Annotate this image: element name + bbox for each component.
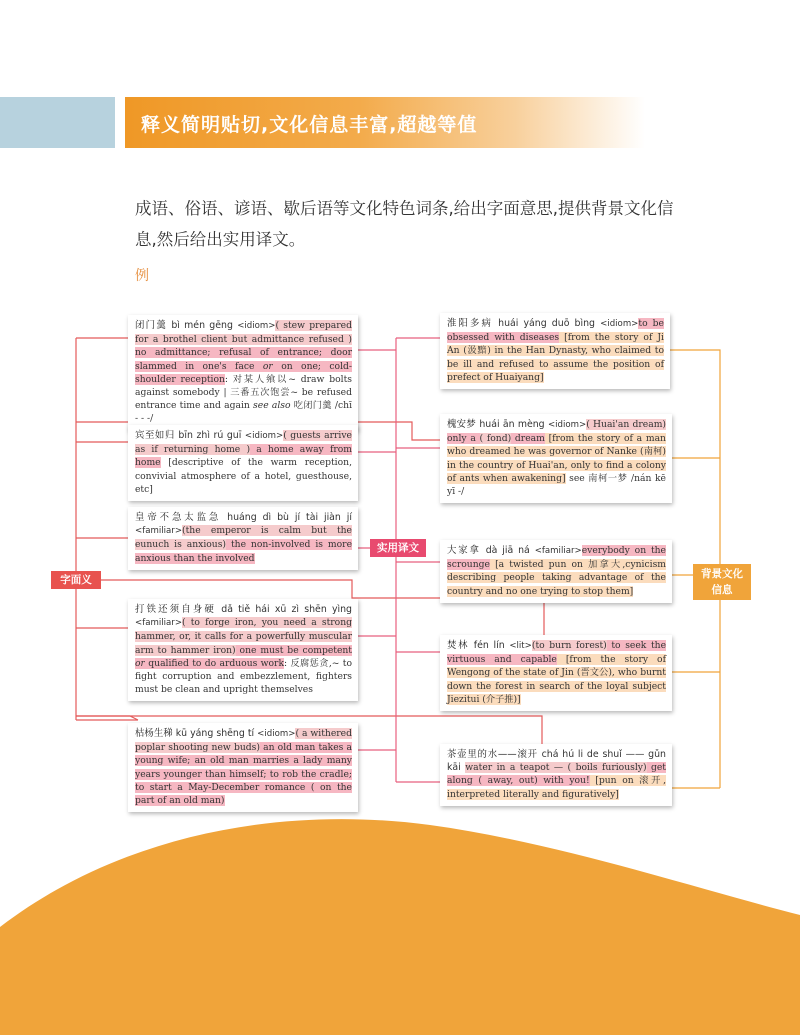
usage-example: see 南柯一梦 /nán kē yī -/ — [447, 472, 666, 498]
literal-meaning: ( fond) — [479, 433, 512, 445]
usage-example: : 对某人飨以~ draw bolts against somebody | 三番五次饱尝~ be refused entrance time and again — [135, 373, 352, 412]
practical-translation: one must be competent — [235, 644, 353, 656]
entry-pinyin: huáng dì bù jí tài jiàn jí — [221, 512, 352, 523]
entry-headword: 淮阳多病 — [447, 318, 494, 329]
entry-pinyin: fén lín — [469, 640, 510, 651]
entry-register-tag: <familiar> — [135, 526, 183, 537]
cultural-info: [pun on 滚开, interpreted literally and figuratively] — [447, 775, 667, 800]
usage-example: see also — [253, 400, 291, 412]
entry-headword: 茶壶里的水——滚开 — [447, 749, 538, 760]
practical-translation: or — [262, 360, 273, 372]
example-label: 例 — [135, 268, 149, 284]
literal-meaning: ( to forge iron, you need a strong hammer, or, it calls for a powerfully muscular arm to hammer iron) — [135, 617, 352, 656]
entry-pinyin: dǎ tiě hái xū zì shēn yìng — [216, 604, 352, 615]
entry-register-tag: <idiom> — [237, 321, 276, 331]
practical-translation: get along ( away, out) with you! — [447, 762, 666, 787]
entry-register-tag: <familiar> — [135, 618, 183, 629]
literal-meaning-label: 字面义 — [51, 571, 101, 589]
entry-register-tag: <idiom> — [547, 420, 587, 430]
cultural-info-label — [693, 564, 751, 600]
usage-example: 吃闭门羹 /chī - - -/ — [135, 400, 353, 425]
entry-headword: 闭门羹 — [135, 320, 168, 331]
entry-headword: 皇帝不急太监急 — [135, 512, 222, 523]
practical-translation: only a — [447, 433, 480, 445]
dictionary-entry — [440, 414, 672, 503]
section-title: 释义简明贴切,文化信息丰富,超越等值 — [141, 114, 478, 136]
entry-headword: 枯杨生稊 — [135, 728, 173, 739]
practical-translation: or — [135, 657, 145, 669]
intro-paragraph: 成语、俗语、谚语、歇后语等文化特色词条,给出字面意思,提供背景文化信息,然后给出实用译文。 — [135, 199, 674, 249]
entry-pinyin: dà jiā ná — [480, 545, 535, 556]
practical-translation: an old man takes a young wife; an old man marries a lady many years younger than himself; to rob the cradle; to start a May-December romance ( on the part of an old man) — [135, 742, 352, 807]
entry-register-tag: <idiom> — [257, 729, 296, 739]
cultural-info-label-line1: 背景文化 — [701, 568, 743, 580]
entry-pinyin: kū yáng shēng tí — [172, 728, 258, 739]
practical-translation: on one; cold-shoulder reception — [135, 360, 353, 385]
literal-meaning: (the emperor is calm but the eunuch is anxious) — [135, 525, 352, 551]
dictionary-entry — [440, 744, 672, 806]
literal-meaning: (to burn forest) — [531, 640, 607, 651]
usage-example: : 反腐惩贪,~ to fight corruption and embezzlement, fighters must be clean and upright themselves — [135, 657, 352, 696]
entry-headword: 打铁还须自身硬 — [135, 604, 217, 615]
practical-translation: qualified to do arduous work — [144, 657, 285, 669]
cultural-info: [from the story of Ji An (汲黯) in the Han Dynasty, who claimed to be ill and refused to assume the position of prefect of Huaiyang] — [447, 332, 664, 383]
dictionary-entry — [440, 635, 672, 711]
practical-translation: a home away from home — [135, 444, 352, 469]
entry-pinyin: huái yáng duō bìng — [493, 318, 601, 329]
entry-pinyin: chá hú li de shuǐ —— gǔn kāi — [447, 749, 666, 774]
cultural-info: [from the story of Wengong of the state of Jin (晋文公), who burnt down the forest in search of the loyal subject Jiezitui (介子推)] — [447, 654, 666, 705]
entry-headword: 宾至如归 — [135, 430, 175, 441]
usage-example: [descriptive of the warm reception, convivial atmosphere of a hotel, guesthouse, etc] — [135, 457, 352, 495]
entry-pinyin: bīn zhì rú guī — [174, 430, 245, 441]
dictionary-entry — [128, 425, 358, 501]
entry-headword: 大家拿 — [447, 545, 481, 556]
entry-pinyin: bì mén gēng — [167, 320, 238, 331]
practical-translation: dream — [511, 433, 545, 445]
entry-headword: 槐安梦 — [447, 419, 477, 430]
dictionary-entry — [128, 723, 358, 812]
literal-meaning: ( a withered poplar shooting new buds) — [135, 728, 352, 754]
practical-translation-label: 实用译文 — [370, 539, 426, 557]
dictionary-entry — [440, 540, 672, 603]
cultural-info: [from the story of a man who dreamed he was governor of Nanke (南柯) in the country of Huai'an, only to find a colony of ants when awakening] — [447, 433, 666, 484]
cultural-info: [a twisted pun on 加拿大,cynicism describing people taking advantage of the country and no one trying to stop them] — [447, 559, 666, 597]
entry-headword: 焚林 — [447, 640, 470, 651]
cultural-info-label-line2: 信息 — [711, 584, 733, 596]
dictionary-entry — [128, 507, 358, 570]
practical-translation: to seek the virtuous and capable — [447, 640, 666, 666]
entry-register-tag: <idiom> — [600, 319, 639, 329]
entry-register-tag: <lit> — [509, 641, 532, 651]
entry-pinyin: huái ān mèng — [476, 419, 548, 430]
dictionary-entry — [440, 313, 670, 389]
dictionary-entry — [128, 599, 358, 701]
entry-register-tag: <familiar> — [534, 546, 582, 556]
dictionary-entry — [128, 315, 358, 431]
literal-meaning: ( stew prepared for a brothel client but admittance refused ) — [135, 320, 352, 346]
practical-translation: the non-involved is more anxious than the involved — [135, 539, 353, 564]
literal-meaning: ( Huai'an dream) — [586, 419, 666, 430]
practical-translation: everybody on the scrounge — [447, 545, 666, 571]
entry-register-tag: <idiom> — [244, 431, 284, 441]
practical-translation: no admittance; refusal of entrance; door slammed in one's face — [135, 347, 352, 372]
literal-meaning: ( guests arrive as if returning home ) — [135, 430, 352, 456]
literal-meaning: water in a teapot — ( boils furiously) — [465, 762, 647, 774]
practical-translation: to be obsessed with diseases — [447, 318, 664, 344]
decorative-wave — [0, 815, 800, 1035]
